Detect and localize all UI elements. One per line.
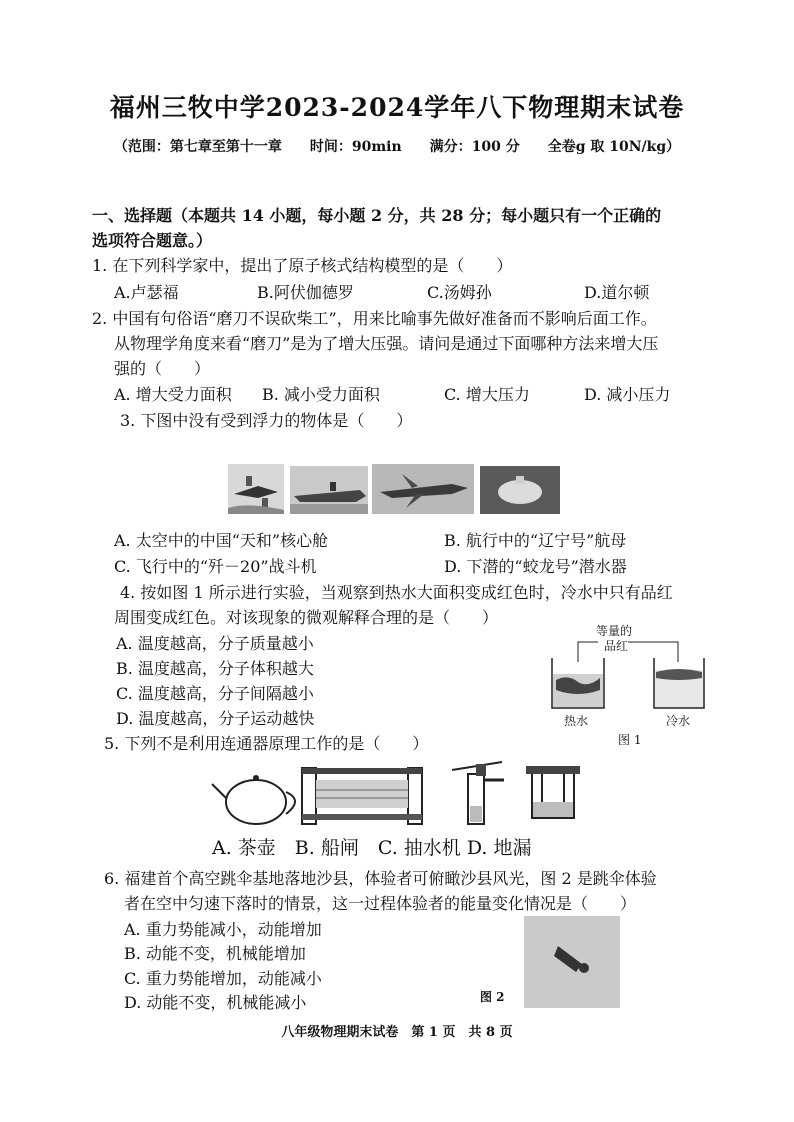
space-station-photo xyxy=(228,464,284,514)
fig1-caption: 图 1 xyxy=(618,733,642,747)
fig1-label-dye: 品红 xyxy=(604,639,629,653)
q1-option-c: C.汤姆孙 xyxy=(427,283,492,302)
q6-option-c: C. 重力势能增加，动能减小 xyxy=(124,969,322,988)
q2-option-c: C. 增大压力 xyxy=(444,385,530,404)
q3-option-b: B. 航行中的“辽宁号”航母 xyxy=(444,531,627,550)
q4-stem-2: 周围变成红色。对该现象的微观解释合理的是（ ） xyxy=(114,608,499,627)
q6-stem-2: 者在空中匀速下落时的情景，这一过程体验者的能量变化情况是（ ） xyxy=(124,894,637,913)
q3-option-d: D. 下潜的“蛟龙号”潜水器 xyxy=(444,557,627,576)
q2-option-a: A. 增大受力面积 xyxy=(114,385,232,404)
q6-stem-1: 6. 福建首个高空跳伞基地落地沙县，体验者可俯瞰沙县风光，图 2 是跳伞体验 xyxy=(104,869,657,888)
section-heading: 一、选择题（本题共 14 小题，每小题 2 分，共 28 分；每小题只有一个正确的 xyxy=(92,206,662,225)
q2-option-d: D. 减小压力 xyxy=(584,385,671,404)
q3-stem: 3. 下图中没有受到浮力的物体是（ ） xyxy=(120,411,413,430)
section-heading-cont: 选项符合题意。） xyxy=(92,231,213,250)
page-title: 福州三牧中学2023-2024学年八下物理期末试卷 xyxy=(109,93,685,122)
water-pump-illustration xyxy=(446,760,510,830)
fig1-label-equal: 等量的 xyxy=(596,624,633,638)
q4-option-b: B. 温度越高，分子体积越大 xyxy=(116,659,314,678)
fighter-jet-photo xyxy=(372,464,474,514)
fig1-beakers-diagram xyxy=(548,640,708,712)
q2-stem-3: 强的（ ） xyxy=(114,359,211,378)
q2-stem-2: 从物理学角度来看“磨刀”是为了增大压强。请问是通过下面哪种方法来增大压 xyxy=(114,334,659,353)
q4-option-d: D. 温度越高，分子运动越快 xyxy=(116,709,315,728)
q5-stem: 5. 下列不是利用连通器原理工作的是（ ） xyxy=(104,734,429,753)
aircraft-carrier-photo xyxy=(290,466,368,514)
fig1-cold-water: 冷水 xyxy=(666,714,691,728)
q4-option-a: A. 温度越高，分子质量越小 xyxy=(116,634,314,653)
q4-stem-1: 4. 按如图 1 所示进行实验，当观察到热水大面积变成红色时，冷水中只有品红 xyxy=(120,583,673,602)
q1-option-b: B.阿伏伽德罗 xyxy=(257,283,354,302)
q3-option-c: C. 飞行中的“歼－20”战斗机 xyxy=(114,557,317,576)
q6-option-a: A. 重力势能减小，动能增加 xyxy=(124,920,322,939)
q2-stem-1: 2. 中国有句俗语“磨刀不误砍柴工”，用来比喻事先做好准备而不影响后面工作。 xyxy=(92,309,657,328)
page-footer: 八年级物理期末试卷 第 1 页 共 8 页 xyxy=(281,1025,513,1040)
q3-option-a: A. 太空中的中国“天和”核心舱 xyxy=(114,531,329,550)
ship-lock-illustration xyxy=(298,762,426,830)
exam-info: （范围：第七章至第十一章 时间：90min 满分：100 分 全卷g 取 10N/kg） xyxy=(113,139,681,155)
skydiver-photo xyxy=(524,916,620,1008)
q1-stem: 1. 在下列科学家中，提出了原子核式结构模型的是（ ） xyxy=(92,256,513,275)
fig1-hot-water: 热水 xyxy=(564,714,589,728)
q6-option-b: B. 动能不变，机械能增加 xyxy=(124,944,306,963)
q1-option-d: D.道尔顿 xyxy=(584,283,650,302)
fig2-caption: 图 2 xyxy=(480,990,505,1004)
q2-option-b: B. 减小受力面积 xyxy=(262,385,380,404)
floor-drain-illustration xyxy=(520,762,586,828)
teapot-illustration xyxy=(210,762,306,828)
q1-option-a: A.卢瑟福 xyxy=(114,283,179,302)
q5-options: A. 茶壶 B. 船闸 C. 抽水机 D. 地漏 xyxy=(212,837,532,859)
submarine-photo xyxy=(480,466,560,514)
q6-option-d: D. 动能不变，机械能减小 xyxy=(124,993,307,1012)
q4-option-c: C. 温度越高，分子间隔越小 xyxy=(116,684,314,703)
